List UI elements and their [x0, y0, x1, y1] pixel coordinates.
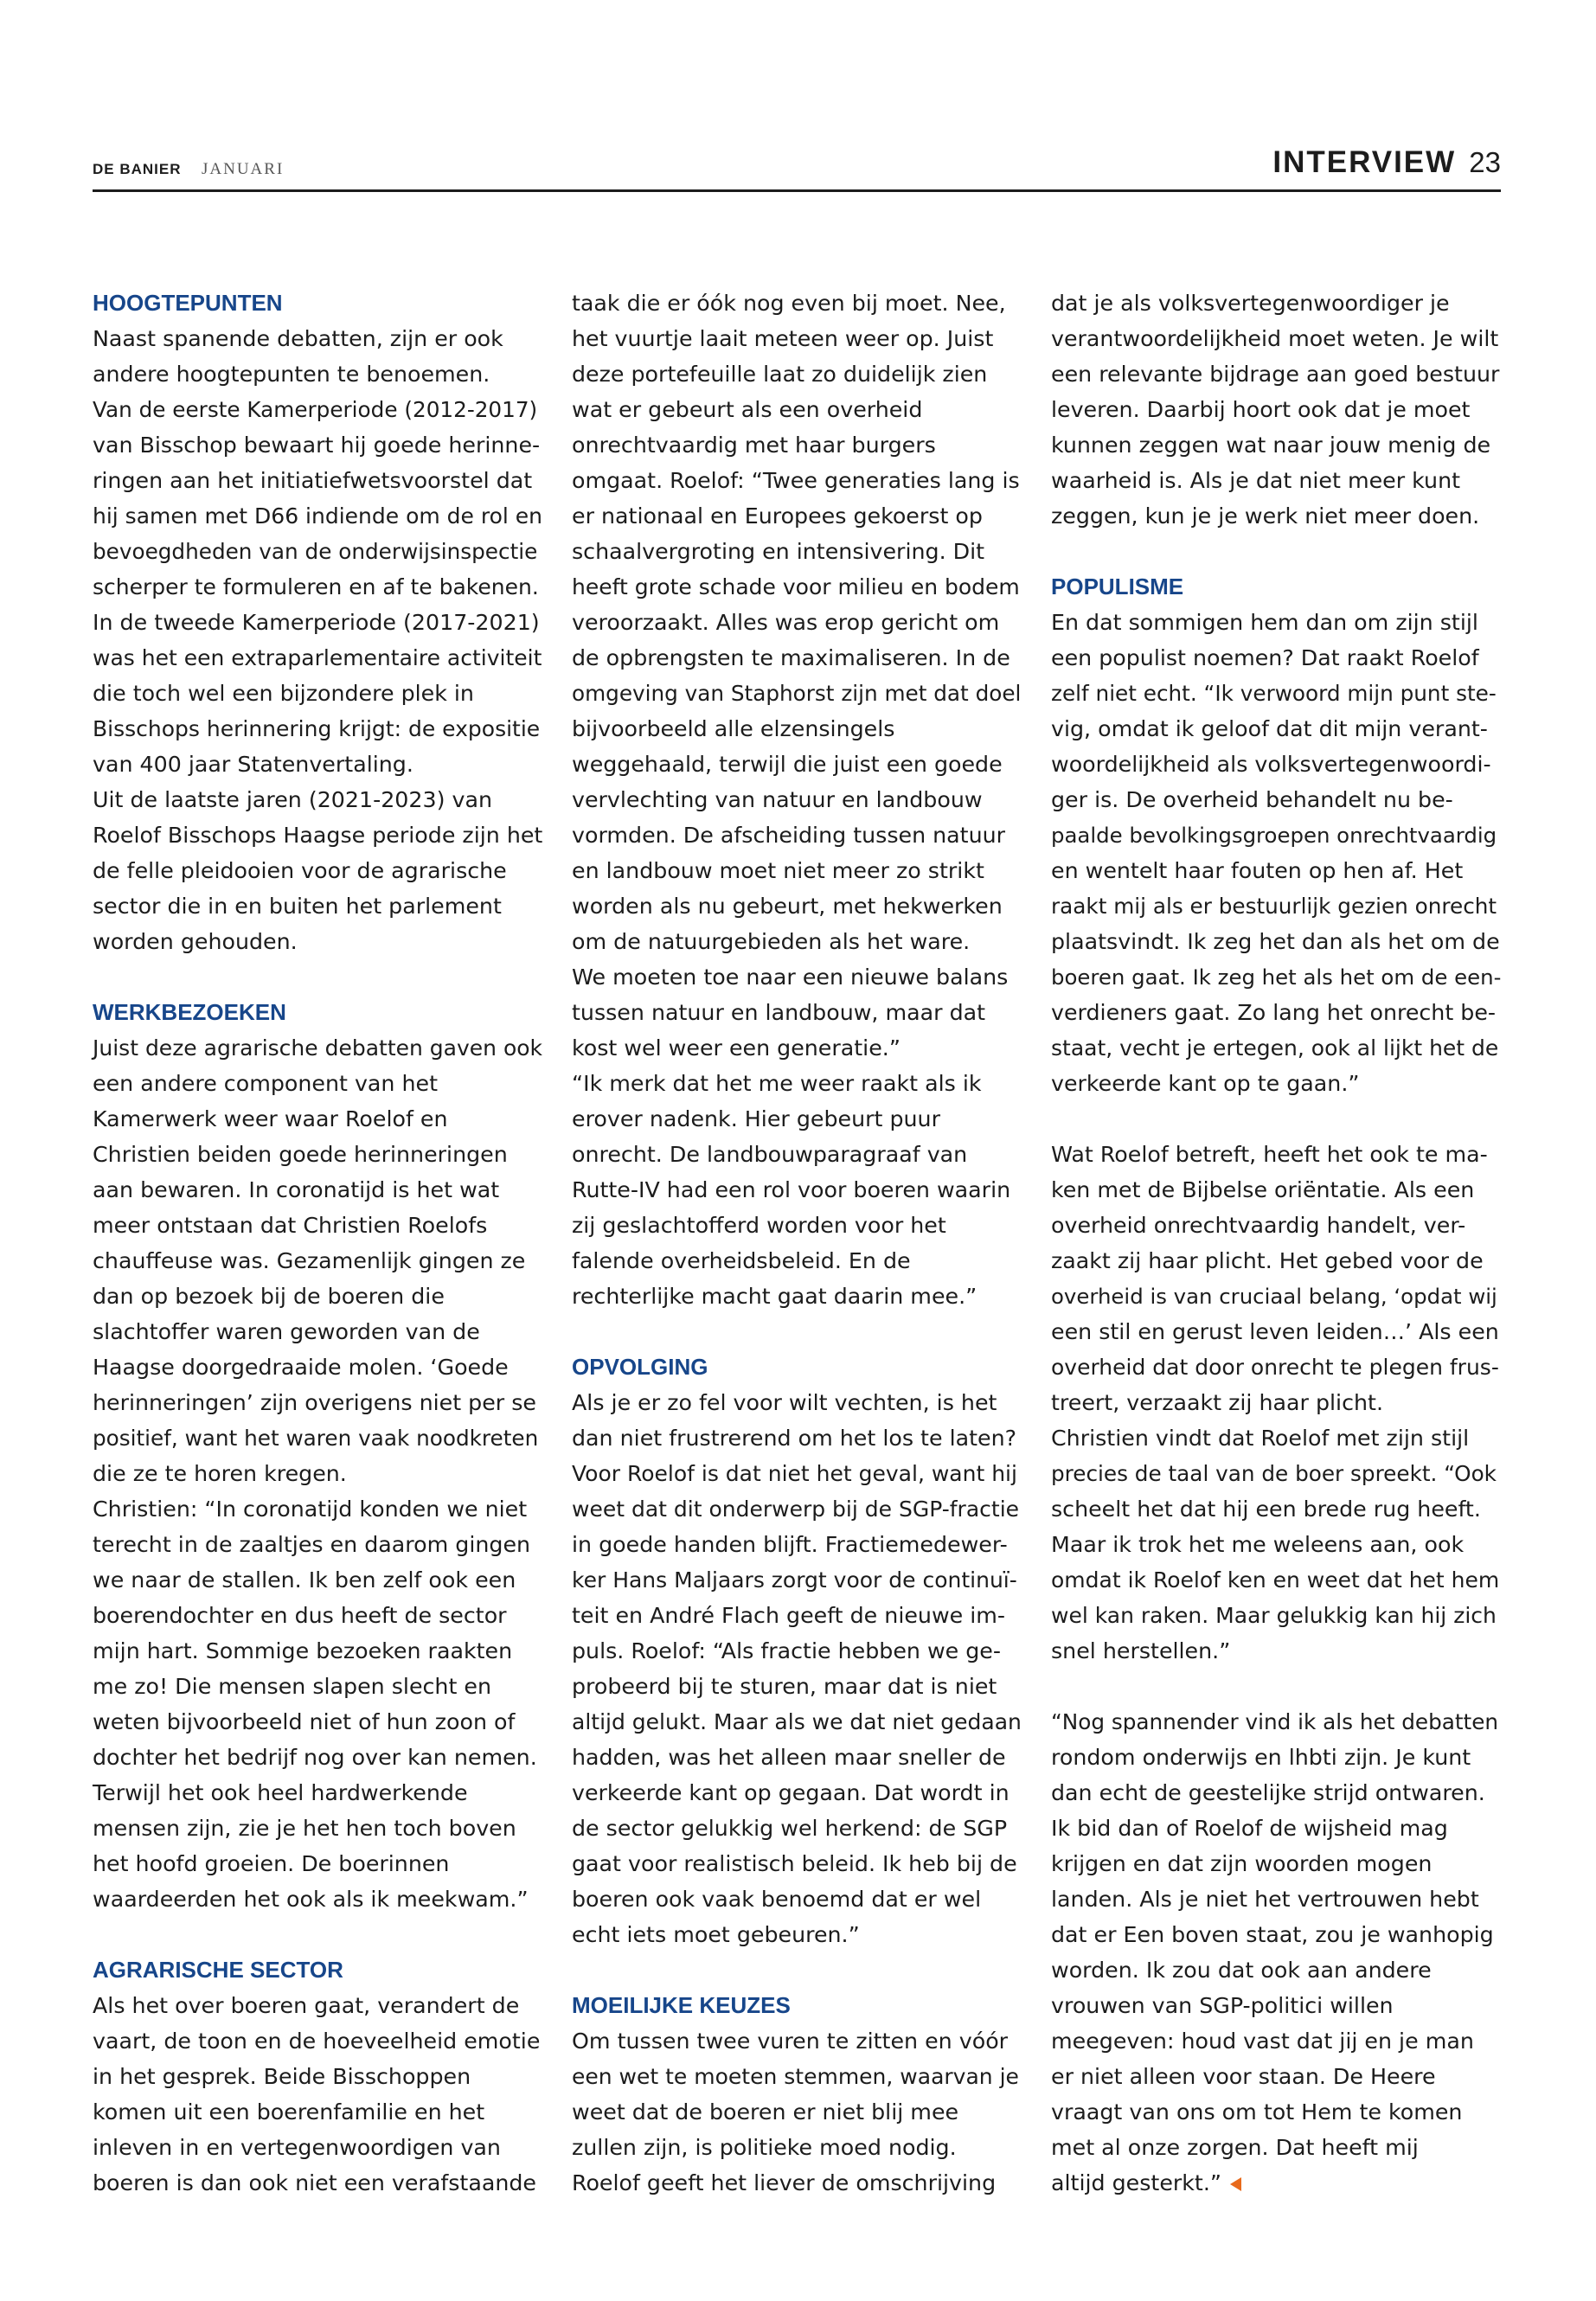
issue-month: JANUARI — [202, 160, 285, 178]
text-line: positief, want het waren vaak noodkreten — [93, 1426, 539, 1451]
text-line: altijd gesterkt.” — [1051, 2165, 1501, 2201]
text-line: aan bewaren. In coronatijd is het wat — [93, 1177, 500, 1202]
text-line: die toch wel een bijzondere plek in — [93, 681, 474, 706]
article-column-2 — [572, 285, 1022, 2201]
text-line: vrouwen van SGP-politici willen — [1051, 1993, 1394, 2018]
header-rule — [93, 189, 1501, 192]
text-line: plaatsvindt. Ik zeg het dan als het om de — [1051, 929, 1500, 954]
text-line: dan niet frustrerend om het los te laten? — [572, 1426, 1017, 1451]
text-line: wat er gebeurt als een overheid — [572, 397, 923, 422]
text-line: zaakt zij haar plicht. Het gebed voor de — [1051, 1248, 1484, 1273]
text-line: boerendochter en dus heeft de sector — [93, 1603, 507, 1628]
text-line: snel herstellen.” — [1051, 1638, 1231, 1663]
text-line: herinneringen’ zijn overigens niet per se — [93, 1390, 536, 1415]
text-line: overheid is van cruciaal belang, ‘opdat wij — [1051, 1284, 1497, 1309]
text-line: raakt mij als er bestuurlijk gezien onrecht — [1051, 894, 1497, 919]
text-line: meegeven: houd vast dat jij en je man — [1051, 2029, 1474, 2054]
paragraph-spacer — [572, 1314, 1022, 1349]
text-line: dat er Een boven staat, zou je wanhopig — [1051, 1922, 1494, 1947]
text-line: treert, verzaakt zij haar plicht. — [1051, 1390, 1383, 1415]
paragraph-spacer — [93, 1917, 542, 1952]
text-line: altijd gelukt. Maar als we dat niet gedaan — [572, 1709, 1022, 1734]
text-line: worden als nu gebeurt, met hekwerken — [572, 894, 1003, 919]
text-line: komen uit een boerenfamilie en het — [93, 2099, 485, 2125]
text-line: ken met de Bijbelse oriëntatie. Als een — [1051, 1177, 1475, 1202]
text-line: een andere component van het — [93, 1071, 439, 1096]
text-line: sector die in en buiten het parlement — [93, 894, 502, 919]
text-line: Christien: “In coronatijd konden we niet — [93, 1497, 528, 1522]
text-line: hij samen met D66 indiende om de rol en — [93, 503, 543, 529]
paragraph-spacer — [1051, 1101, 1501, 1137]
text-line: paalde bevolkingsgroepen onrechtvaardig — [1051, 823, 1497, 848]
text-line: falende overheidsbeleid. En de — [572, 1248, 911, 1273]
text-line: Maar ik trok het me weleens aan, ook — [1051, 1532, 1465, 1557]
text-line: landen. Als je niet het vertrouwen hebt — [1051, 1887, 1479, 1912]
text-line: En dat sommigen hem dan om zijn stijl — [1051, 610, 1478, 635]
magazine-name: DE BANIER — [93, 161, 182, 177]
text-line: mijn hart. Sommige bezoeken raakten — [93, 1638, 513, 1663]
text-line: woordelijkheid als volksvertegenwoordi- — [1051, 752, 1491, 777]
text-line: chauffeuse was. Gezamenlijk gingen ze — [93, 1248, 526, 1273]
text-line: scheelt het dat hij een brede rug heeft. — [1051, 1497, 1481, 1522]
text-line: Ik bid dan of Roelof de wijsheid mag — [1051, 1816, 1448, 1841]
text-line: wel kan raken. Maar gelukkig kan hij zich — [1051, 1603, 1497, 1628]
text-line: dochter het bedrijf nog over kan nemen. — [93, 1745, 537, 1770]
text-line: omdat ik Roelof ken en weet dat het hem — [1051, 1567, 1500, 1593]
text-line: tussen natuur en landbouw, maar dat — [572, 1000, 986, 1025]
text-line: taak die er óók nog even bij moet. Nee, — [572, 291, 1006, 316]
text-line: waardeerden het ook als ik meekwam.” — [93, 1887, 529, 1912]
text-line: Christien beiden goede herinneringen — [93, 1142, 508, 1167]
text-line: precies de taal van de boer spreekt. “Ook — [1051, 1461, 1497, 1486]
text-line: ger is. De overheid behandelt nu be- — [1051, 787, 1453, 812]
text-line: vaart, de toon en de hoeveelheid emotie — [93, 2029, 541, 2054]
section-heading: HOOGTEPUNTEN — [93, 290, 283, 316]
text-line: Bisschops herinnering krijgt: de expositie — [93, 716, 541, 741]
text-line: andere hoogtepunten te benoemen. — [93, 362, 490, 387]
text-line: van 400 jaar Statenvertaling. — [93, 752, 413, 777]
text-line: in het gesprek. Beide Bisschoppen — [93, 2064, 471, 2089]
text-line: deze portefeuille laat zo duidelijk zien — [572, 362, 988, 387]
text-line: Voor Roelof is dat niet het geval, want hij — [572, 1461, 1017, 1486]
section-heading: OPVOLGING — [572, 1354, 708, 1380]
text-line: Haagse doorgedraaide molen. ‘Goede — [93, 1355, 509, 1380]
paragraph-spacer — [1051, 534, 1501, 569]
text-line: overheid onrechtvaardig handelt, ver- — [1051, 1213, 1466, 1238]
text-line: die ze te horen kregen. — [93, 1461, 347, 1486]
text-line: boeren is dan ook niet een verafstaande — [93, 2170, 536, 2195]
text-line: in goede handen blijft. Fractiemedewer- — [572, 1532, 1008, 1557]
text-line: erover nadenk. Hier gebeurt puur — [572, 1106, 940, 1131]
section-heading: AGRARISCHE SECTOR — [93, 1957, 343, 1983]
text-line: verdieners gaat. Zo lang het onrecht be- — [1051, 1000, 1497, 1025]
section-title: INTERVIEW — [1272, 145, 1457, 179]
article-column-1 — [93, 285, 542, 2201]
text-line: In de tweede Kamerperiode (2017-2021) — [93, 610, 540, 635]
text-line: dan echt de geestelijke strijd ontwaren. — [1051, 1780, 1485, 1805]
text-line: vraagt van ons om tot Hem te komen — [1051, 2099, 1463, 2125]
page-number: 23 — [1469, 146, 1501, 178]
text-line: Rutte-IV had een rol voor boeren waarin — [572, 1177, 1011, 1202]
text-line: een stil en gerust leven leiden…’ Als een — [1051, 1319, 1499, 1344]
text-line: Als je er zo fel voor wilt vechten, is het — [572, 1390, 997, 1415]
text-line: hadden, was het alleen maar sneller de — [572, 1745, 1006, 1770]
text-line: overheid dat door onrecht te plegen frus- — [1051, 1355, 1499, 1380]
text-line: weet dat dit onderwerp bij de SGP-fractie — [572, 1497, 1020, 1522]
text-line: onrecht. De landbouwparagraaf van — [572, 1142, 968, 1167]
text-line: en landbouw moet niet meer zo strikt — [572, 858, 984, 883]
text-line: terecht in de zaaltjes en daarom gingen — [93, 1532, 531, 1557]
text-line: kost wel weer een generatie.” — [572, 1035, 901, 1061]
text-line: bevoegdheden van de onderwijsinspectie — [93, 539, 538, 564]
text-line: een wet te moeten stemmen, waarvan je — [572, 2064, 1019, 2089]
text-line: Roelof geeft het liever de omschrijving — [572, 2170, 997, 2195]
text-line: Als het over boeren gaat, verandert de — [93, 1993, 520, 2018]
text-line: gaat voor realistisch beleid. Ik heb bij de — [572, 1851, 1017, 1876]
paragraph-spacer — [572, 1952, 1022, 1988]
text-line: weggehaald, terwijl die juist een goede — [572, 752, 1003, 777]
text-line: weten bijvoorbeeld niet of hun zoon of — [93, 1709, 516, 1734]
text-line: Uit de laatste jaren (2021-2023) van — [93, 787, 493, 812]
text-line: verkeerde kant op te gaan.” — [1051, 1071, 1360, 1096]
text-line: en wentelt haar fouten op hen af. Het — [1051, 858, 1464, 883]
text-line: meer ontstaan dat Christien Roelofs — [93, 1213, 488, 1238]
text-line: Van de eerste Kamerperiode (2012-2017) — [93, 397, 538, 422]
text-line: “Ik merk dat het me weer raakt als ik — [572, 1071, 982, 1096]
text-line: schaalvergroting en intensivering. Dit — [572, 539, 985, 564]
text-line: slachtoffer waren geworden van de — [93, 1319, 480, 1344]
text-line: rechterlijke macht gaat daarin mee.” — [572, 1284, 977, 1309]
text-line: omgeving van Staphorst zijn met dat doel — [572, 681, 1022, 706]
text-line: rondom onderwijs en lhbti zijn. Je kunt — [1051, 1745, 1471, 1770]
text-line: krijgen en dat zijn woorden mogen — [1051, 1851, 1433, 1876]
text-line: dat je als volksvertegenwoordiger je — [1051, 291, 1450, 316]
text-line: veroorzaakt. Alles was erop gericht om — [572, 610, 1000, 635]
end-of-article-icon — [1230, 2177, 1241, 2191]
text-line: zij geslachtofferd worden voor het — [572, 1213, 946, 1238]
text-line: het vuurtje laait meteen weer op. Juist — [572, 326, 994, 351]
text-line: vervlechting van natuur en landbouw — [572, 787, 983, 812]
section-heading: MOEILIJKE KEUZES — [572, 1992, 791, 2018]
text-line: omgaat. Roelof: “Twee generaties lang is — [572, 468, 1020, 493]
text-line: “Nog spannender vind ik als het debatten — [1051, 1709, 1499, 1734]
text-line: de opbrengsten te maximaliseren. In de — [572, 645, 1010, 670]
text-line: we naar de stallen. Ik ben zelf ook een — [93, 1567, 516, 1593]
text-line: Kamerwerk weer waar Roelof en — [93, 1106, 448, 1131]
text-line: van Bisschop bewaart hij goede herinne- — [93, 433, 541, 458]
text-line: Wat Roelof betreft, heeft het ook te ma- — [1051, 1142, 1488, 1167]
text-line: dan op bezoek bij de boeren die — [93, 1284, 445, 1309]
text-line: boeren gaat. Ik zeg het als het om de een- — [1051, 965, 1502, 990]
text-line: de sector gelukkig wel herkend: de SGP — [572, 1816, 1008, 1841]
text-line: een relevante bijdrage aan goed bestuur — [1051, 362, 1500, 387]
text-line: inleven in en vertegenwoordigen van — [93, 2135, 501, 2160]
text-line: Juist deze agrarische debatten gaven ook — [93, 1035, 543, 1061]
text-line: heeft grote schade voor milieu en bodem — [572, 574, 1020, 599]
text-line: zelf niet echt. “Ik verwoord mijn punt ste- — [1051, 681, 1497, 706]
text-line: verantwoordelijkheid moet weten. Je wilt — [1051, 326, 1499, 351]
text-line: met al onze zorgen. Dat heeft mij — [1051, 2135, 1419, 2160]
text-line: scherper te formuleren en af te bakenen. — [93, 574, 539, 599]
text-line: me zo! Die mensen slapen slecht en — [93, 1674, 492, 1699]
text-line: verkeerde kant op gegaan. Dat wordt in — [572, 1780, 1010, 1805]
text-line: boeren ook vaak benoemd dat er wel — [572, 1887, 982, 1912]
page-header — [93, 145, 1501, 190]
text-line: om de natuurgebieden als het ware. — [572, 929, 971, 954]
text-line: probeerd bij te sturen, maar dat is niet — [572, 1674, 997, 1699]
text-line: was het een extraparlementaire activiteit — [93, 645, 542, 670]
text-line: Terwijl het ook heel hardwerkende — [93, 1780, 468, 1805]
text-line: echt iets moet gebeuren.” — [572, 1922, 860, 1947]
text-line: zeggen, kun je je werk niet meer doen. — [1051, 503, 1480, 529]
paragraph-spacer — [93, 959, 542, 995]
text-line: er niet alleen voor staan. De Heere — [1051, 2064, 1436, 2089]
section-heading: POPULISME — [1051, 574, 1184, 599]
text-line: zullen zijn, is politieke moed nodig. — [572, 2135, 957, 2160]
text-line: kunnen zeggen wat naar jouw menig de — [1051, 433, 1491, 458]
text-line: bijvoorbeeld alle elzensingels — [572, 716, 895, 741]
text-line: We moeten toe naar een nieuwe balans — [572, 965, 1009, 990]
text-line: het hoofd groeien. De boerinnen — [93, 1851, 450, 1876]
text-line: de felle pleidooien voor de agrarische — [93, 858, 507, 883]
text-line: ringen aan het initiatiefwetsvoorstel dat — [93, 468, 533, 493]
text-line: mensen zijn, zie je het hen toch boven — [93, 1816, 516, 1841]
text-line: onrechtvaardig met haar burgers — [572, 433, 936, 458]
text-line: worden. Ik zou dat ook aan andere — [1051, 1958, 1432, 1983]
text-line: een populist noemen? Dat raakt Roelof — [1051, 645, 1479, 670]
section-heading: WERKBEZOEKEN — [93, 999, 286, 1025]
text-line: Roelof Bisschops Haagse periode zijn het — [93, 823, 543, 848]
text-line: Om tussen twee vuren te zitten en vóór — [572, 2029, 1009, 2054]
text-line: staat, vecht je ertegen, ook al lijkt het de — [1051, 1035, 1499, 1061]
text-line: Christien vindt dat Roelof met zijn stijl — [1051, 1426, 1470, 1451]
text-line: worden gehouden. — [93, 929, 298, 954]
text-line: leveren. Daarbij hoort ook dat je moet — [1051, 397, 1471, 422]
text-line: weet dat de boeren er niet blij mee — [572, 2099, 959, 2125]
paragraph-spacer — [1051, 1669, 1501, 1704]
text-line: teit en André Flach geeft de nieuwe im- — [572, 1603, 1006, 1628]
text-line: vormden. De afscheiding tussen natuur — [572, 823, 1006, 848]
text-line: er nationaal en Europees gekoerst op — [572, 503, 983, 529]
text-line: Naast spanende debatten, zijn er ook — [93, 326, 503, 351]
text-line: waarheid is. Als je dat niet meer kunt — [1051, 468, 1461, 493]
text-line: puls. Roelof: “Als fractie hebben we ge- — [572, 1638, 1001, 1663]
section-label-group — [1272, 145, 1501, 180]
text-line: vig, omdat ik geloof dat dit mijn verant- — [1051, 716, 1488, 741]
article-column-3 — [1051, 285, 1501, 2201]
text-line: ker Hans Maljaars zorgt voor de continuï- — [572, 1567, 1017, 1593]
